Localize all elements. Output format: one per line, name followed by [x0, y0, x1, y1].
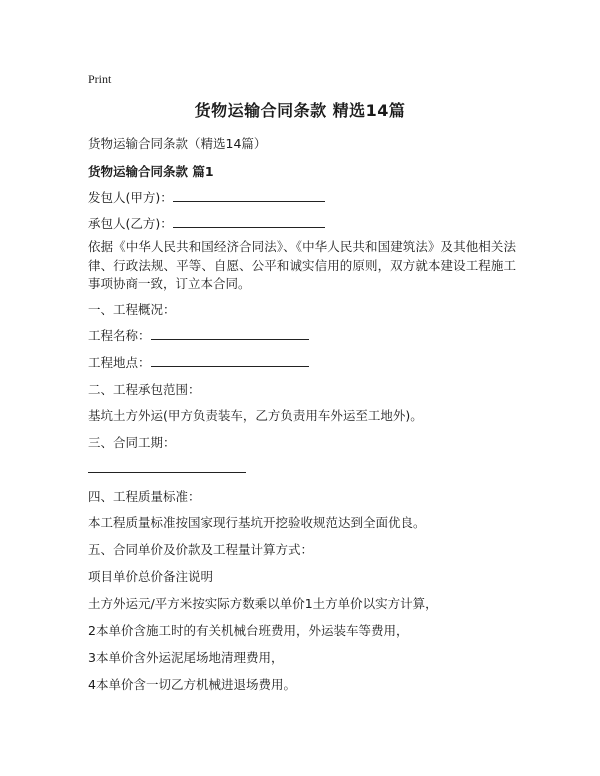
price-item-line-4: 3本单价含外运泥尾场地清理费用，: [88, 650, 284, 665]
project-location-label: 工程地点：: [88, 355, 151, 370]
contract-period-row: [88, 459, 246, 476]
party-b-blank: [173, 214, 325, 228]
intro-paragraph: 依据《中华人民共和国经济合同法》、《中华人民共和国建筑法》及其他相关法律、行政法规、平等、自愿、公平和诚实信用的原则，双方就本建设工程施工事项协商一致，订立本合同。: [88, 239, 516, 291]
document-subtitle: 货物运输合同条款（精选14篇）: [88, 136, 267, 151]
section-4-heading: 四、工程质量标准：: [88, 489, 201, 504]
party-b-row: [88, 214, 325, 232]
party-a-row: [88, 188, 325, 206]
print-label: Print: [88, 72, 112, 86]
project-location-blank: [151, 353, 309, 367]
section-5-heading: 五、合同单价及价款及工程量计算方式：: [88, 542, 314, 557]
party-b-label: 承包人(乙方)：: [88, 216, 173, 231]
party-a-label: 发包人(甲方)：: [88, 190, 173, 205]
project-name-label: 工程名称：: [88, 328, 151, 343]
section-heading: 货物运输合同条款 篇1: [88, 164, 214, 179]
price-item-line-1: 项目单价总价备注说明: [88, 569, 214, 584]
section-1-heading: 一、工程概况：: [88, 302, 176, 317]
project-name-row: [88, 326, 309, 344]
contract-period-blank: [88, 459, 246, 473]
party-a-blank: [173, 188, 325, 202]
project-name-blank: [151, 326, 309, 340]
project-location-row: [88, 353, 309, 371]
price-item-line-3: 2本单价含施工时的有关机械台班费用，外运装车等费用，: [88, 623, 409, 638]
section-2-heading: 二、工程承包范围：: [88, 382, 201, 397]
document-title: 货物运输合同条款 精选14篇: [194, 101, 406, 120]
section-2-content: 基坑土方外运(甲方负责装车，乙方负责用车外运至工地外)。: [88, 408, 423, 423]
price-item-line-2: 土方外运元/平方米按实际方数乘以单价1土方单价以实方计算，: [88, 596, 438, 611]
price-item-line-5: 4本单价含一切乙方机械进退场费用。: [88, 677, 296, 692]
section-3-heading: 三、合同工期：: [88, 435, 176, 450]
section-4-content: 本工程质量标准按国家现行基坑开挖验收规范达到全面优良。: [88, 515, 426, 530]
